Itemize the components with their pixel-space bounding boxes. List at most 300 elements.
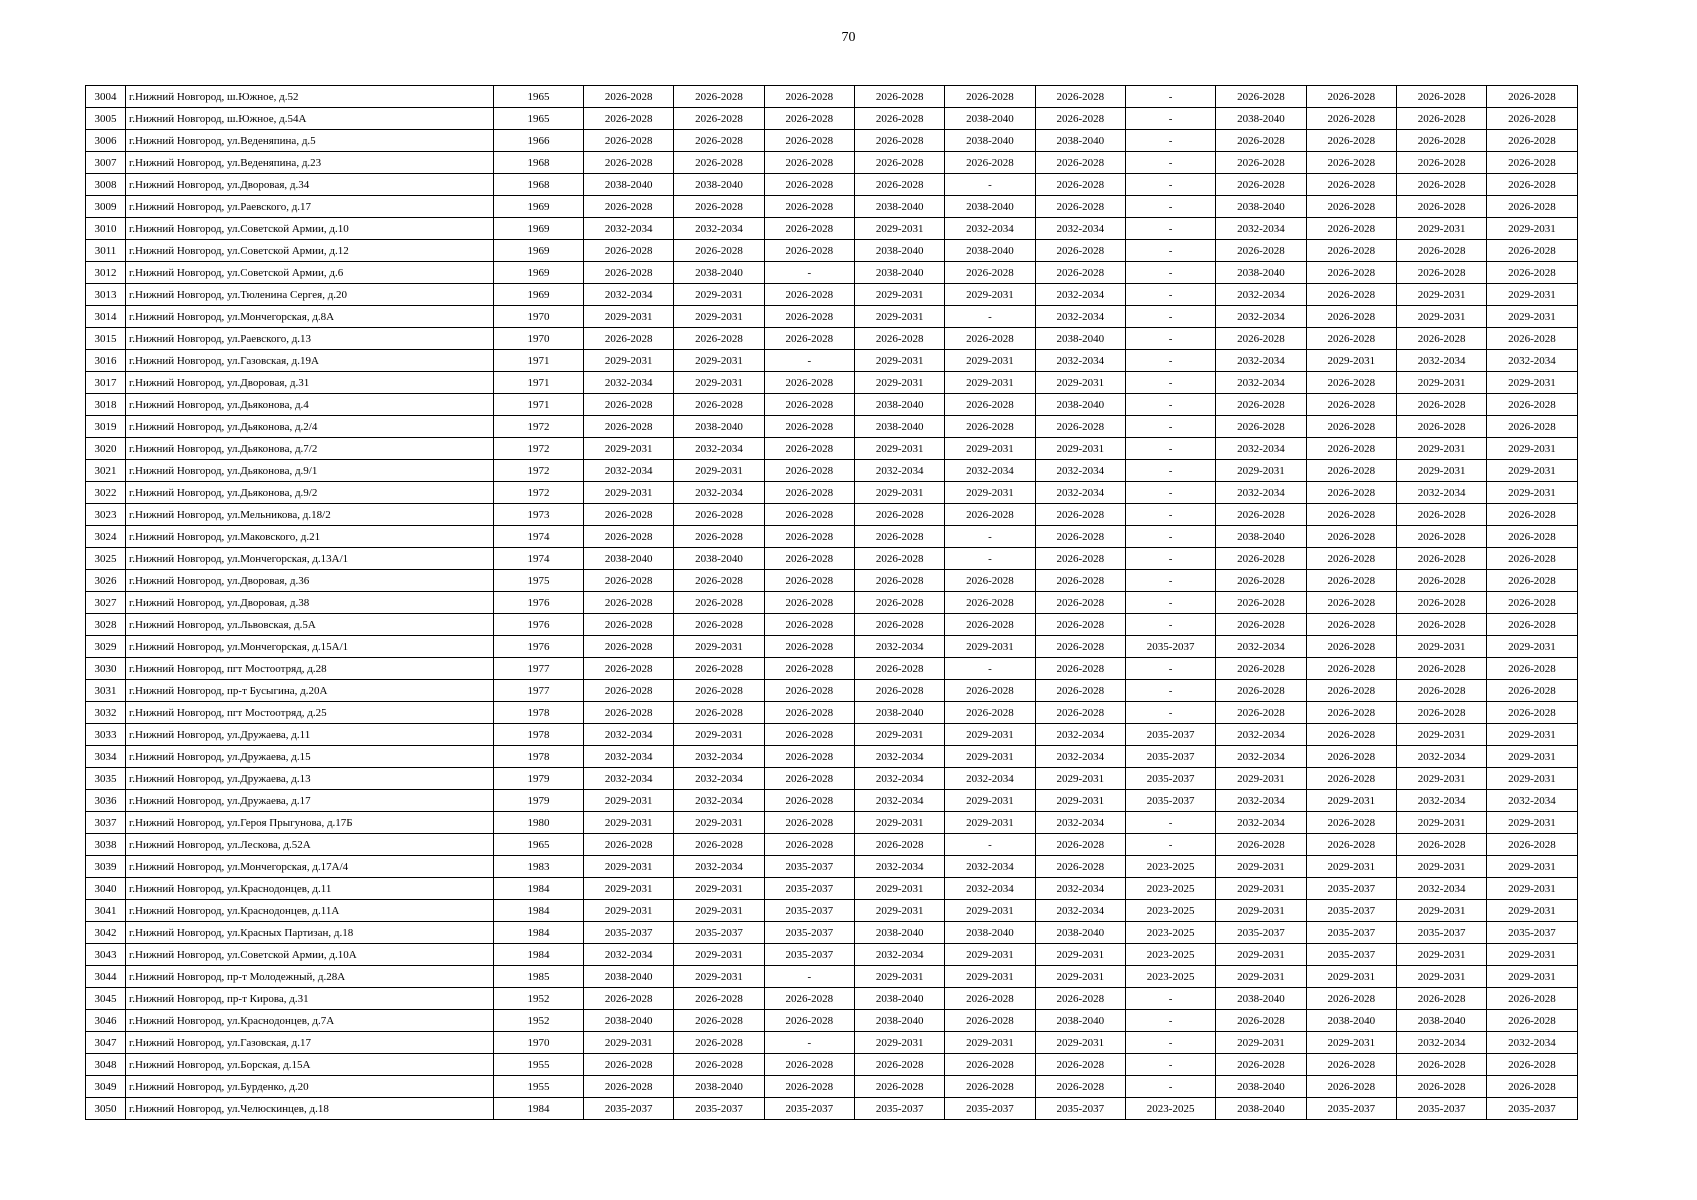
cell-period-3: 2026-2028 [764,614,854,636]
cell-period-6: 2032-2034 [1035,350,1125,372]
cell-period-8: 2026-2028 [1216,504,1306,526]
cell-period-5: 2029-2031 [945,944,1035,966]
cell-row-number: 3006 [86,130,126,152]
cell-period-3: 2026-2028 [764,834,854,856]
cell-row-number: 3040 [86,878,126,900]
table-row [86,1032,1578,1054]
cell-period-1: 2026-2028 [584,108,674,130]
cell-period-9: 2026-2028 [1306,394,1396,416]
cell-period-4: 2032-2034 [854,768,944,790]
table-row [86,592,1578,614]
cell-row-number: 3036 [86,790,126,812]
cell-period-9: 2026-2028 [1306,108,1396,130]
cell-year-built: 1969 [494,240,584,262]
cell-period-10: 2029-2031 [1396,812,1486,834]
cell-period-1: 2026-2028 [584,196,674,218]
cell-period-9: 2026-2028 [1306,460,1396,482]
cell-period-8: 2038-2040 [1216,1076,1306,1098]
cell-period-11: 2026-2028 [1487,152,1577,174]
cell-period-7: - [1125,130,1215,152]
cell-period-11: 2026-2028 [1487,174,1577,196]
cell-period-5: 2026-2028 [945,262,1035,284]
cell-address: г.Нижний Новгород, пгт Мостоотряд, д.28 [126,658,494,680]
cell-period-1: 2032-2034 [584,460,674,482]
cell-period-10: 2026-2028 [1396,680,1486,702]
cell-period-4: 2038-2040 [854,1010,944,1032]
cell-period-5: - [945,526,1035,548]
cell-period-7: - [1125,526,1215,548]
cell-address: г.Нижний Новгород, ул.Раевского, д.17 [126,196,494,218]
cell-address: г.Нижний Новгород, ул.Краснодонцев, д.11А [126,900,494,922]
cell-period-3: 2035-2037 [764,922,854,944]
cell-row-number: 3015 [86,328,126,350]
cell-period-4: 2029-2031 [854,1032,944,1054]
cell-period-9: 2026-2028 [1306,548,1396,570]
cell-period-8: 2026-2028 [1216,328,1306,350]
cell-year-built: 1984 [494,922,584,944]
cell-period-11: 2026-2028 [1487,680,1577,702]
cell-period-7: - [1125,570,1215,592]
cell-period-6: 2032-2034 [1035,724,1125,746]
cell-period-7: - [1125,834,1215,856]
cell-period-2: 2029-2031 [674,812,764,834]
cell-year-built: 1980 [494,812,584,834]
cell-period-11: 2026-2028 [1487,416,1577,438]
table-row [86,680,1578,702]
cell-row-number: 3049 [86,1076,126,1098]
table-row [86,724,1578,746]
cell-period-8: 2026-2028 [1216,614,1306,636]
cell-period-1: 2026-2028 [584,1076,674,1098]
cell-address: г.Нижний Новгород, ул.Мельникова, д.18/2 [126,504,494,526]
cell-period-8: 2032-2034 [1216,746,1306,768]
cell-period-1: 2029-2031 [584,350,674,372]
cell-period-8: 2038-2040 [1216,196,1306,218]
cell-period-11: 2026-2028 [1487,1010,1577,1032]
cell-period-1: 2032-2034 [584,944,674,966]
cell-period-11: 2029-2031 [1487,284,1577,306]
cell-period-8: 2029-2031 [1216,856,1306,878]
cell-period-1: 2026-2028 [584,658,674,680]
cell-period-1: 2038-2040 [584,548,674,570]
cell-period-8: 2032-2034 [1216,306,1306,328]
cell-row-number: 3023 [86,504,126,526]
cell-period-6: 2029-2031 [1035,372,1125,394]
cell-period-3: 2026-2028 [764,724,854,746]
cell-address: г.Нижний Новгород, ул.Дружаева, д.13 [126,768,494,790]
cell-period-11: 2029-2031 [1487,900,1577,922]
cell-period-4: 2026-2028 [854,1054,944,1076]
cell-address: г.Нижний Новгород, ул.Дьяконова, д.9/2 [126,482,494,504]
cell-period-5: 2029-2031 [945,438,1035,460]
cell-address: г.Нижний Новгород, ул.Львовская, д.5А [126,614,494,636]
cell-year-built: 1976 [494,636,584,658]
cell-period-5: 2026-2028 [945,702,1035,724]
cell-period-2: 2026-2028 [674,196,764,218]
cell-row-number: 3019 [86,416,126,438]
cell-period-7: - [1125,988,1215,1010]
cell-period-11: 2029-2031 [1487,746,1577,768]
cell-period-10: 2026-2028 [1396,328,1486,350]
cell-period-9: 2026-2028 [1306,482,1396,504]
cell-period-10: 2026-2028 [1396,614,1486,636]
cell-period-1: 2026-2028 [584,240,674,262]
cell-period-10: 2032-2034 [1396,790,1486,812]
cell-period-3: 2035-2037 [764,878,854,900]
cell-period-5: 2026-2028 [945,416,1035,438]
cell-period-1: 2032-2034 [584,746,674,768]
cell-period-4: 2032-2034 [854,746,944,768]
cell-period-4: 2026-2028 [854,614,944,636]
cell-period-8: 2032-2034 [1216,482,1306,504]
cell-period-2: 2026-2028 [674,1010,764,1032]
cell-period-7: - [1125,548,1215,570]
cell-period-7: - [1125,350,1215,372]
cell-row-number: 3031 [86,680,126,702]
cell-period-9: 2035-2037 [1306,900,1396,922]
cell-period-7: - [1125,658,1215,680]
cell-address: г.Нижний Новгород, ш.Южное, д.54А [126,108,494,130]
cell-period-6: 2026-2028 [1035,856,1125,878]
cell-period-6: 2026-2028 [1035,592,1125,614]
cell-period-8: 2026-2028 [1216,152,1306,174]
cell-period-1: 2038-2040 [584,174,674,196]
cell-period-9: 2026-2028 [1306,504,1396,526]
cell-period-1: 2029-2031 [584,482,674,504]
cell-period-3: 2026-2028 [764,460,854,482]
cell-period-6: 2026-2028 [1035,86,1125,108]
cell-period-5: 2038-2040 [945,240,1035,262]
table-row [86,900,1578,922]
cell-period-5: 2026-2028 [945,1076,1035,1098]
cell-period-9: 2026-2028 [1306,328,1396,350]
table-row [86,658,1578,680]
cell-year-built: 1972 [494,460,584,482]
cell-row-number: 3050 [86,1098,126,1120]
cell-period-2: 2032-2034 [674,438,764,460]
cell-address: г.Нижний Новгород, ул.Лескова, д.52А [126,834,494,856]
cell-period-1: 2035-2037 [584,1098,674,1120]
cell-row-number: 3035 [86,768,126,790]
cell-period-10: 2032-2034 [1396,482,1486,504]
cell-period-11: 2026-2028 [1487,570,1577,592]
cell-row-number: 3042 [86,922,126,944]
cell-row-number: 3030 [86,658,126,680]
cell-period-8: 2035-2037 [1216,922,1306,944]
cell-period-6: 2026-2028 [1035,1054,1125,1076]
cell-year-built: 1952 [494,1010,584,1032]
cell-row-number: 3009 [86,196,126,218]
cell-period-9: 2026-2028 [1306,834,1396,856]
cell-period-2: 2026-2028 [674,108,764,130]
cell-period-1: 2029-2031 [584,878,674,900]
cell-period-11: 2029-2031 [1487,944,1577,966]
table-row [86,526,1578,548]
cell-period-6: 2026-2028 [1035,240,1125,262]
cell-period-3: 2026-2028 [764,86,854,108]
cell-address: г.Нижний Новгород, ш.Южное, д.52 [126,86,494,108]
cell-period-6: 2032-2034 [1035,218,1125,240]
cell-period-10: 2026-2028 [1396,504,1486,526]
cell-period-2: 2038-2040 [674,174,764,196]
cell-period-1: 2029-2031 [584,1032,674,1054]
cell-period-11: 2026-2028 [1487,1076,1577,1098]
cell-period-2: 2029-2031 [674,350,764,372]
cell-period-4: 2026-2028 [854,570,944,592]
cell-period-11: 2026-2028 [1487,658,1577,680]
table-row [86,416,1578,438]
table-row [86,306,1578,328]
cell-period-3: 2026-2028 [764,174,854,196]
cell-period-4: 2032-2034 [854,460,944,482]
cell-period-1: 2029-2031 [584,306,674,328]
cell-row-number: 3025 [86,548,126,570]
cell-period-9: 2035-2037 [1306,922,1396,944]
table-row [86,1098,1578,1120]
cell-period-4: 2032-2034 [854,944,944,966]
cell-period-2: 2029-2031 [674,944,764,966]
cell-period-10: 2026-2028 [1396,570,1486,592]
cell-row-number: 3034 [86,746,126,768]
cell-period-7: 2023-2025 [1125,944,1215,966]
table-row [86,988,1578,1010]
cell-address: г.Нижний Новгород, ул.Краснодонцев, д.11 [126,878,494,900]
cell-period-8: 2032-2034 [1216,724,1306,746]
cell-period-8: 2026-2028 [1216,592,1306,614]
cell-period-10: 2026-2028 [1396,152,1486,174]
cell-period-3: - [764,262,854,284]
cell-period-9: 2035-2037 [1306,1098,1396,1120]
cell-period-2: 2029-2031 [674,900,764,922]
cell-period-11: 2026-2028 [1487,108,1577,130]
cell-address: г.Нижний Новгород, ул.Дьяконова, д.2/4 [126,416,494,438]
cell-period-7: - [1125,460,1215,482]
cell-row-number: 3021 [86,460,126,482]
table-row [86,614,1578,636]
cell-year-built: 1970 [494,1032,584,1054]
cell-period-7: 2035-2037 [1125,768,1215,790]
table-row [86,218,1578,240]
cell-period-3: 2026-2028 [764,570,854,592]
cell-year-built: 1975 [494,570,584,592]
cell-period-4: 2026-2028 [854,108,944,130]
cell-period-4: 2032-2034 [854,856,944,878]
table-row [86,1054,1578,1076]
cell-period-1: 2026-2028 [584,152,674,174]
cell-period-6: 2029-2031 [1035,944,1125,966]
cell-period-6: 2032-2034 [1035,878,1125,900]
cell-period-3: 2026-2028 [764,658,854,680]
cell-address: г.Нижний Новгород, пр-т Молодежный, д.28А [126,966,494,988]
cell-period-4: 2026-2028 [854,328,944,350]
cell-address: г.Нижний Новгород, ул.Советской Армии, д.10 [126,218,494,240]
cell-row-number: 3024 [86,526,126,548]
cell-period-5: 2029-2031 [945,482,1035,504]
cell-period-2: 2029-2031 [674,306,764,328]
cell-period-3: 2026-2028 [764,416,854,438]
table-row [86,1010,1578,1032]
cell-year-built: 1972 [494,438,584,460]
cell-address: г.Нижний Новгород, ул.Челюскинцев, д.18 [126,1098,494,1120]
cell-period-10: 2026-2028 [1396,416,1486,438]
cell-period-3: 2026-2028 [764,394,854,416]
cell-period-4: 2038-2040 [854,394,944,416]
table-row [86,460,1578,482]
cell-period-10: 2035-2037 [1396,1098,1486,1120]
cell-period-3: 2026-2028 [764,1054,854,1076]
cell-period-5: 2032-2034 [945,460,1035,482]
cell-address: г.Нижний Новгород, ул.Газовская, д.17 [126,1032,494,1054]
cell-period-5: 2029-2031 [945,746,1035,768]
cell-period-6: 2032-2034 [1035,746,1125,768]
cell-row-number: 3020 [86,438,126,460]
cell-period-4: 2029-2031 [854,724,944,746]
cell-period-9: 2026-2028 [1306,680,1396,702]
cell-period-2: 2026-2028 [674,680,764,702]
cell-period-5: 2038-2040 [945,922,1035,944]
cell-period-6: 2032-2034 [1035,900,1125,922]
cell-year-built: 1984 [494,1098,584,1120]
cell-period-1: 2026-2028 [584,130,674,152]
cell-period-4: 2029-2031 [854,878,944,900]
cell-year-built: 1968 [494,152,584,174]
cell-period-2: 2029-2031 [674,966,764,988]
cell-period-2: 2026-2028 [674,86,764,108]
table-row [86,570,1578,592]
cell-period-4: 2038-2040 [854,262,944,284]
cell-period-3: 2026-2028 [764,108,854,130]
cell-row-number: 3008 [86,174,126,196]
cell-year-built: 1971 [494,350,584,372]
cell-period-3: 2026-2028 [764,768,854,790]
cell-period-7: - [1125,438,1215,460]
cell-address: г.Нижний Новгород, ул.Дворовая, д.36 [126,570,494,592]
cell-period-2: 2026-2028 [674,526,764,548]
cell-period-6: 2026-2028 [1035,196,1125,218]
cell-period-10: 2026-2028 [1396,262,1486,284]
cell-period-7: - [1125,218,1215,240]
cell-period-10: 2026-2028 [1396,834,1486,856]
cell-address: г.Нижний Новгород, ул.Мончегорская, д.8А [126,306,494,328]
cell-period-10: 2032-2034 [1396,878,1486,900]
cell-period-8: 2032-2034 [1216,812,1306,834]
cell-period-4: 2035-2037 [854,1098,944,1120]
cell-period-2: 2026-2028 [674,570,764,592]
cell-period-5: - [945,658,1035,680]
cell-period-10: 2026-2028 [1396,108,1486,130]
cell-period-11: 2029-2031 [1487,218,1577,240]
cell-period-8: 2026-2028 [1216,416,1306,438]
cell-address: г.Нижний Новгород, ул.Героя Прыгунова, д.17Б [126,812,494,834]
cell-period-3: 2035-2037 [764,1098,854,1120]
cell-period-8: 2026-2028 [1216,130,1306,152]
cell-period-5: 2026-2028 [945,570,1035,592]
table-row [86,196,1578,218]
cell-period-5: 2038-2040 [945,196,1035,218]
cell-period-10: 2026-2028 [1396,394,1486,416]
cell-period-5: 2032-2034 [945,856,1035,878]
table-row [86,636,1578,658]
cell-period-2: 2038-2040 [674,262,764,284]
cell-year-built: 1966 [494,130,584,152]
cell-period-1: 2026-2028 [584,834,674,856]
cell-period-1: 2026-2028 [584,614,674,636]
cell-period-9: 2026-2028 [1306,526,1396,548]
cell-period-10: 2026-2028 [1396,592,1486,614]
table-body [86,86,1578,1120]
cell-period-5: 2038-2040 [945,130,1035,152]
cell-period-9: 2026-2028 [1306,372,1396,394]
cell-period-3: 2035-2037 [764,900,854,922]
cell-row-number: 3048 [86,1054,126,1076]
table-row [86,130,1578,152]
cell-year-built: 1965 [494,108,584,130]
cell-period-7: - [1125,702,1215,724]
cell-period-11: 2029-2031 [1487,724,1577,746]
cell-row-number: 3041 [86,900,126,922]
cell-address: г.Нижний Новгород, ул.Дружаева, д.15 [126,746,494,768]
cell-address: г.Нижний Новгород, ул.Газовская, д.19А [126,350,494,372]
cell-period-8: 2032-2034 [1216,350,1306,372]
cell-period-11: 2029-2031 [1487,636,1577,658]
cell-period-1: 2026-2028 [584,262,674,284]
cell-period-2: 2038-2040 [674,1076,764,1098]
cell-period-5: 2029-2031 [945,966,1035,988]
cell-period-5: 2029-2031 [945,812,1035,834]
cell-period-6: 2026-2028 [1035,636,1125,658]
cell-period-9: 2026-2028 [1306,306,1396,328]
cell-period-6: 2026-2028 [1035,504,1125,526]
table-row [86,922,1578,944]
cell-period-9: 2026-2028 [1306,988,1396,1010]
cell-year-built: 1952 [494,988,584,1010]
cell-period-9: 2026-2028 [1306,1076,1396,1098]
cell-row-number: 3037 [86,812,126,834]
cell-row-number: 3016 [86,350,126,372]
cell-period-11: 2026-2028 [1487,526,1577,548]
cell-period-6: 2026-2028 [1035,680,1125,702]
cell-period-10: 2026-2028 [1396,196,1486,218]
cell-year-built: 1985 [494,966,584,988]
cell-year-built: 1984 [494,900,584,922]
cell-period-8: 2026-2028 [1216,548,1306,570]
cell-period-11: 2032-2034 [1487,790,1577,812]
table-row [86,86,1578,108]
cell-row-number: 3027 [86,592,126,614]
cell-year-built: 1979 [494,790,584,812]
cell-period-2: 2026-2028 [674,394,764,416]
cell-period-7: - [1125,284,1215,306]
cell-period-11: 2029-2031 [1487,856,1577,878]
table-row [86,856,1578,878]
cell-period-7: - [1125,306,1215,328]
cell-period-5: 2029-2031 [945,372,1035,394]
cell-period-2: 2032-2034 [674,856,764,878]
cell-period-3: 2026-2028 [764,284,854,306]
cell-address: г.Нижний Новгород, ул.Мончегорская, д.15А/1 [126,636,494,658]
cell-period-4: 2029-2031 [854,482,944,504]
cell-period-2: 2029-2031 [674,724,764,746]
cell-period-7: - [1125,416,1215,438]
cell-year-built: 1955 [494,1054,584,1076]
cell-period-3: 2026-2028 [764,240,854,262]
table-row [86,966,1578,988]
cell-period-8: 2026-2028 [1216,658,1306,680]
cell-period-5: - [945,548,1035,570]
cell-period-3: 2026-2028 [764,504,854,526]
cell-period-11: 2026-2028 [1487,834,1577,856]
cell-period-10: 2029-2031 [1396,284,1486,306]
